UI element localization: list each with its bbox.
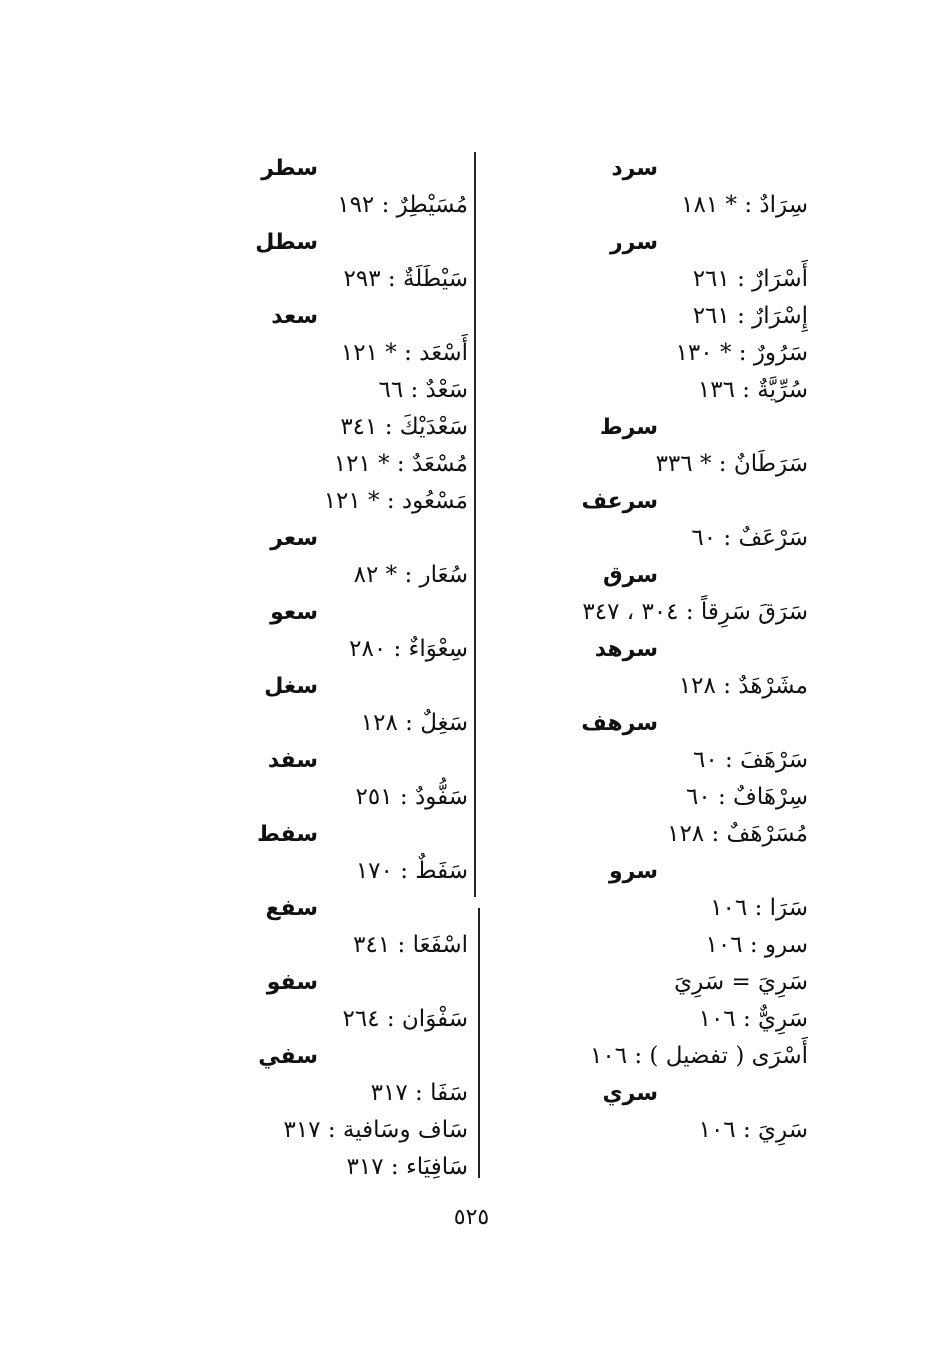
index-entry: سَعْدٌ : ٦٦ <box>378 377 468 403</box>
root-heading: سفد <box>267 748 318 773</box>
left-column <box>228 150 468 1186</box>
root-heading: سطل <box>255 230 318 255</box>
index-entry: سَرَقَ سَرِقاً : ٣٠٤ ، ٣٤٧ <box>582 599 808 625</box>
index-entry: أَسْعَد : * ١٢١ <box>340 340 468 366</box>
right-column <box>508 150 808 1149</box>
index-entry: مُسَيْطِرٌ : ١٩٢ <box>337 192 468 218</box>
root-heading: سرق <box>603 563 658 588</box>
index-entry: سَفَا : ٣١٧ <box>370 1080 468 1106</box>
index-entry: سَرِيٌّ : ١٠٦ <box>698 1006 808 1032</box>
root-heading: سفط <box>256 822 318 847</box>
index-entry: سَيْطَلَةٌ : ٢٩٣ <box>343 266 468 292</box>
index-entry: سَرَا : ١٠٦ <box>710 895 808 921</box>
index-entry: سَرِيَ : ١٠٦ <box>698 1117 808 1143</box>
index-entry: مُسْعَدٌ : * ١٢١ <box>333 451 468 477</box>
index-entry: سُرِّيَّةٌ : ١٣٦ <box>697 377 808 403</box>
index-entry: سُعَار : * ٨٢ <box>353 562 468 588</box>
index-entry: إِسْرَارٌ : ٢٦١ <box>692 303 808 329</box>
index-entry: اسْفَعَا : ٣٤١ <box>353 932 468 958</box>
root-heading: سفي <box>258 1044 318 1069</box>
index-entry: سَفُّودٌ : ٢٥١ <box>355 784 468 810</box>
index-entry: سَعْدَيْكَ : ٣٤١ <box>340 414 468 440</box>
root-heading: سعد <box>271 304 318 329</box>
index-entry: سَافِيَاء : ٣١٧ <box>346 1154 468 1180</box>
index-entry: سَرُورٌ : * ١٣٠ <box>675 340 808 366</box>
root-heading: سرط <box>599 415 658 440</box>
index-entry: سِرْهَافٌ : ٦٠ <box>685 784 808 810</box>
column-divider-upper <box>474 152 476 897</box>
root-heading: سرهد <box>594 637 658 662</box>
index-entry: سَرْهَفَ : ٦٠ <box>693 747 808 773</box>
index-entry: أَسْرَى ( تفضيل ) : ١٠٦ <box>589 1043 808 1069</box>
index-entry: سَرَطَانٌ : * ٣٣٦ <box>655 451 808 477</box>
index-entry: سَغِلٌ : ١٢٨ <box>360 710 468 736</box>
index-entry: سِعْوَاءٌ : ٢٨٠ <box>349 636 468 662</box>
index-entry: سِرَادٌ : * ١٨١ <box>681 192 808 218</box>
root-heading: سرهف <box>581 711 658 736</box>
root-heading: سطر <box>261 156 318 181</box>
root-heading: سري <box>602 1081 658 1106</box>
root-heading: سفع <box>265 896 318 921</box>
root-heading: سغل <box>264 674 318 699</box>
index-entry: سرو : ١٠٦ <box>705 932 808 958</box>
index-entry: سَرْعَفٌ : ٦٠ <box>691 525 808 551</box>
root-heading: سفو <box>266 970 318 995</box>
root-heading: سرو <box>609 859 658 884</box>
root-heading: سعر <box>270 526 318 551</box>
index-entry: سَفَطٌ : ١٧٠ <box>355 858 468 884</box>
root-heading: سعو <box>270 600 318 625</box>
index-entry: مُسَرْهَفٌ : ١٢٨ <box>667 821 808 847</box>
root-heading: سرر <box>610 230 658 255</box>
index-entry: سَاف وسَافية : ٣١٧ <box>283 1117 468 1143</box>
index-entry: مشَرْهَدٌ : ١٢٨ <box>678 673 808 699</box>
root-heading: سرعف <box>581 489 658 514</box>
page-number: ٥٢٥ <box>453 1205 490 1230</box>
index-entry: أَسْرَارٌ : ٢٦١ <box>692 266 808 292</box>
index-entry: مَسْعُود : * ١٢١ <box>323 488 468 514</box>
index-entry: سَفْوَان : ٢٦٤ <box>342 1006 468 1032</box>
column-divider-lower <box>478 908 480 1178</box>
root-heading: سرد <box>611 156 658 181</box>
index-entry: سَرِيَ = سَرِيَ <box>674 969 808 995</box>
